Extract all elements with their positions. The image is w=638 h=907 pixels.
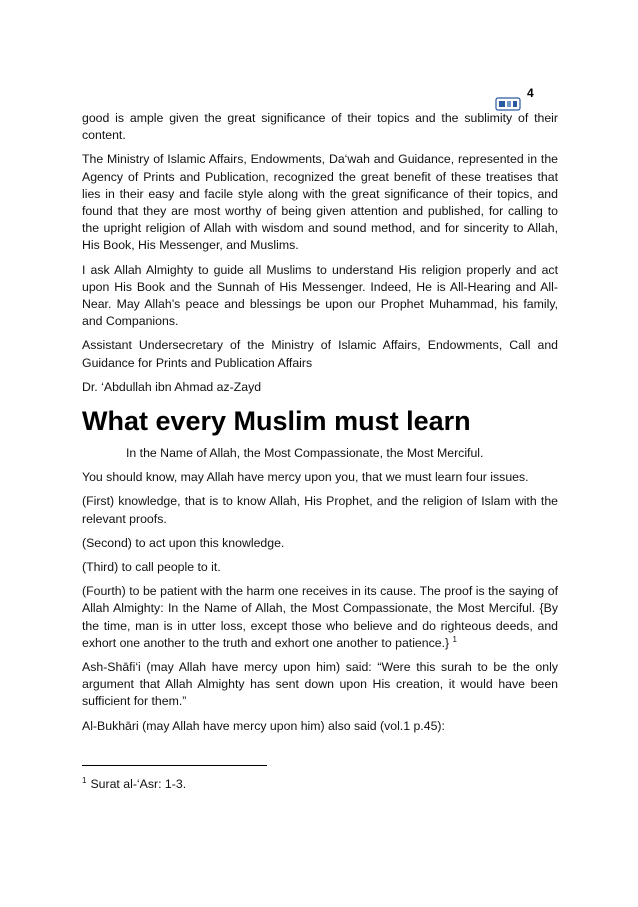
paragraph: Al-Bukhāri (may Allah have mercy upon him) also said (vol.1 p.45): bbox=[82, 718, 445, 733]
page-number: 4 bbox=[527, 86, 534, 100]
publisher-logo-icon bbox=[495, 97, 521, 111]
paragraph: The Ministry of Islamic Affairs, Endowments, Da‘wah and Guidance, represented in the Agency of Prints and Publication, recognized the great benefit of these treatises that lies in their easy and facile style along with the great significance of their topics, and found that they are most worthy of being given attention and published, for calling to the upright religion of Allah with wisdom and sound method, and for sincerity to Allah, His Book, His Messenger, and Muslims. bbox=[82, 152, 558, 253]
paragraph: (Third) to call people to it. bbox=[82, 560, 221, 575]
paragraph: (First) knowledge, that is to know Allah, His Prophet, and the religion of Islam with the relevant proofs. bbox=[82, 494, 558, 526]
paragraph-text: (Fourth) to be patient with the harm one receives in its cause. The proof is the saying of Allah Almighty: In the Name of Allah, the Most Compassionate, the Most Merciful. {By the time, man is in utter loss, except those who believe and do righteous deeds, and exhort one another to the truth and exhort one another to patience.} bbox=[82, 584, 558, 650]
footnote bbox=[82, 776, 186, 792]
signature-line: Dr. ‘Abdullah ibn Ahmad az-Zayd bbox=[82, 379, 262, 394]
page-body bbox=[82, 110, 558, 742]
paragraph: (Second) to act upon this knowledge. bbox=[82, 535, 285, 550]
footnote-number: 1 bbox=[82, 775, 87, 785]
paragraph: good is ample given the great significance of their topics and the sublimity of their content. bbox=[82, 111, 558, 143]
footnote-text: Surat al-‘Asr: 1-3. bbox=[90, 777, 187, 791]
paragraph-with-footnote bbox=[82, 583, 558, 652]
paragraph: Ash-Shāfi‘i (may Allah have mercy upon him) said: “Were this surah to be the only argument that Allah Almighty has sent down upon His creation, it would have been sufficient for them.” bbox=[82, 660, 558, 709]
paragraph: You should know, may Allah have mercy upon you, that we must learn four issues. bbox=[82, 470, 529, 485]
paragraph: I ask Allah Almighty to guide all Muslims to understand His religion properly and act upon His Book and the Sunnah of His Messenger. Indeed, He is All-Hearing and All-Near. May Allah’s peace and blessings be upon our Prophet Muhammad, his family, and Companions. bbox=[82, 262, 558, 329]
basmala: In the Name of Allah, the Most Compassionate, the Most Merciful. bbox=[126, 446, 484, 461]
section-heading: What every Muslim must learn bbox=[82, 406, 471, 437]
footnote-divider bbox=[82, 765, 267, 766]
footnote-reference[interactable]: 1 bbox=[452, 634, 457, 644]
paragraph: Assistant Undersecretary of the Ministry of Islamic Affairs, Endowments, Call and Guidance for Prints and Publication Affairs bbox=[82, 338, 558, 370]
